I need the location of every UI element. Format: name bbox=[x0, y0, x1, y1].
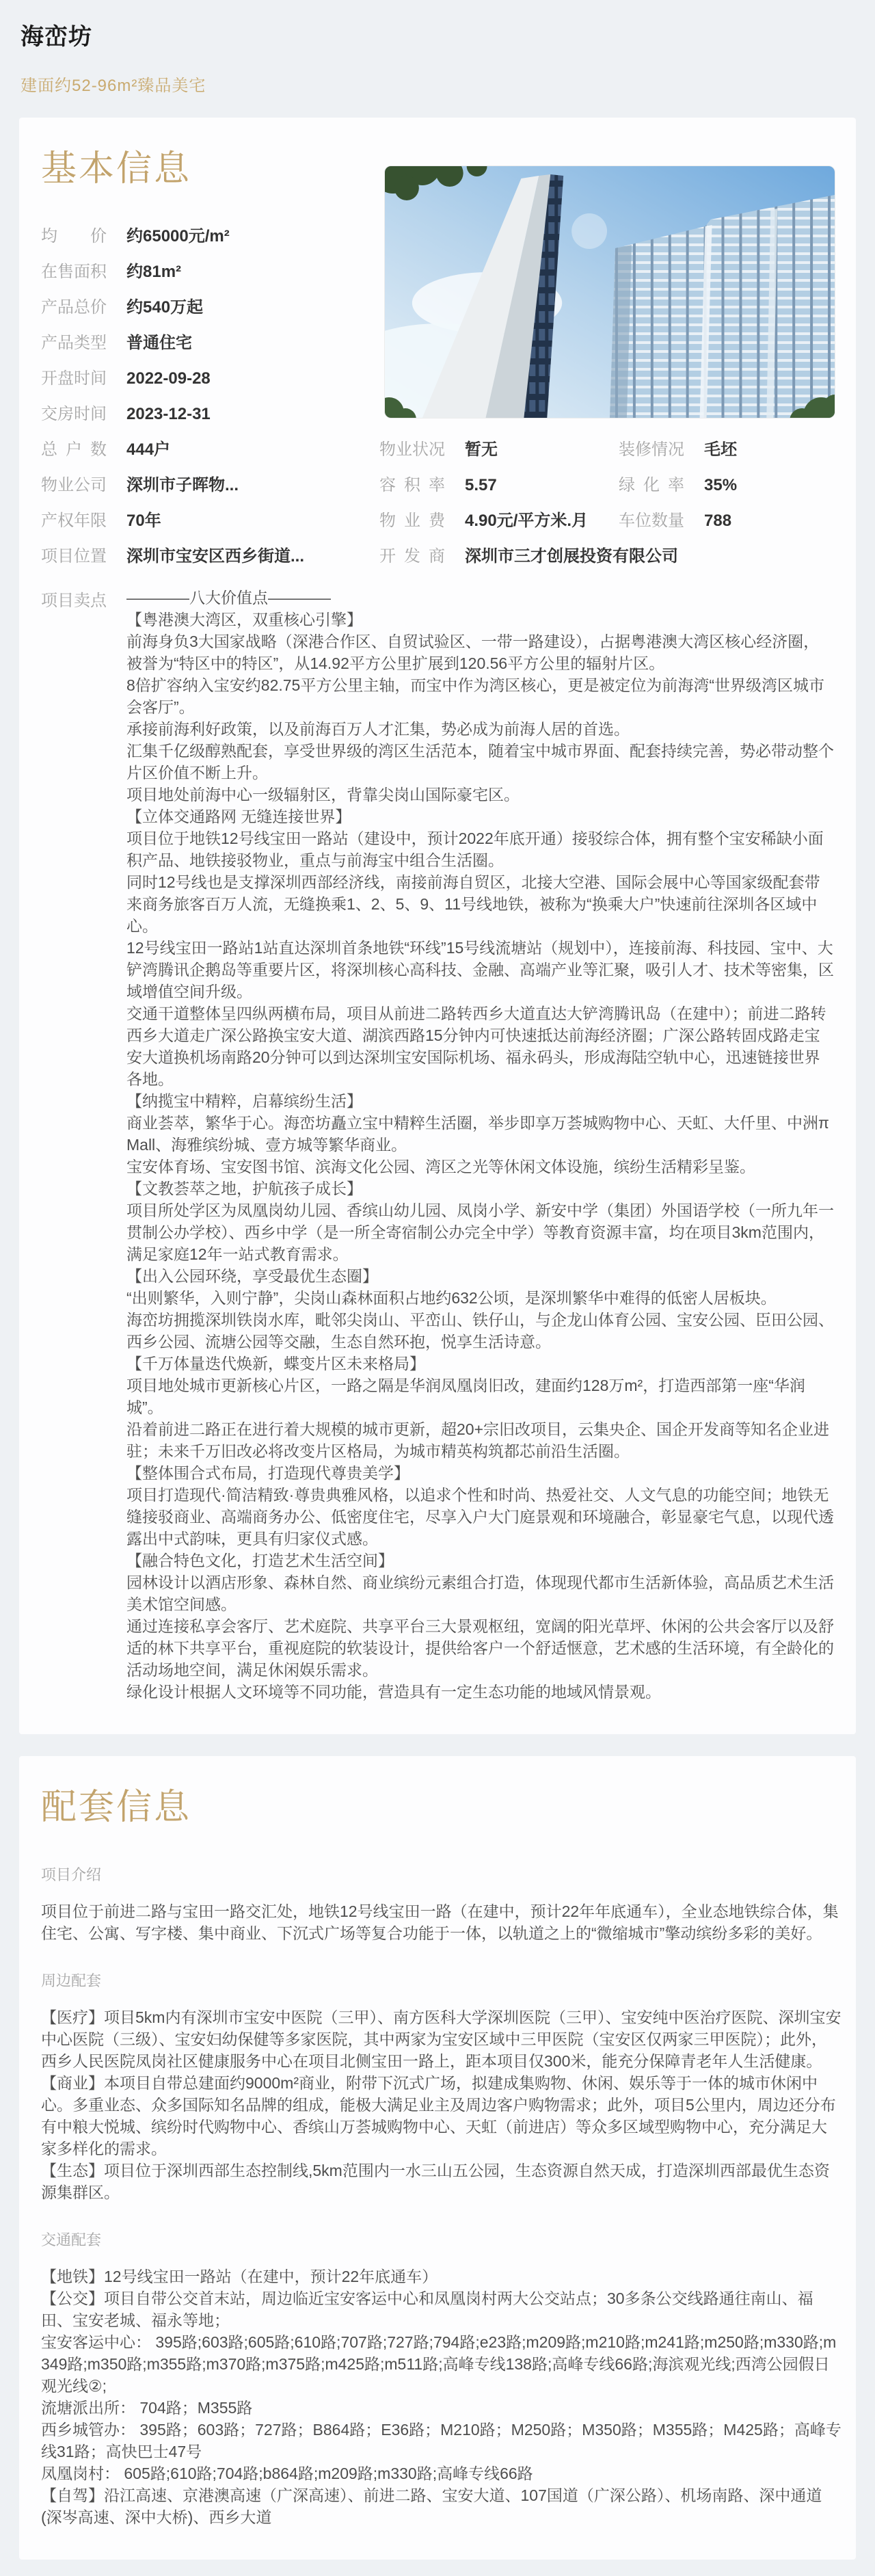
around-facilities bbox=[41, 2006, 842, 2203]
field-value: 约540万起 bbox=[126, 298, 204, 317]
page-header bbox=[0, 0, 875, 96]
paragraph: 【医疗】项目5km内有深圳市宝安中医院（三甲）、南方医科大学深圳医院（三甲）、宝安纯中医治疗医院、深圳宝安中心医院（三级）、宝安妇幼保健等多家医院，其中两家为宝安区域中三甲医院（宝安区仅两家三甲医院）；此外，西乡人民医院凤岗社区健康服务中心在项目北侧宝田一路上，距本项目仅300米，能充分保障青老年人生活健康。 bbox=[41, 2008, 842, 2070]
selling-point: 项目所处学区为凤凰岗幼儿园、香缤山幼儿园、凤岗小学、新安中学（集团）外国语学校（一所九年一贯制公办学校）、西乡中学（是一所全寄宿制公办完全中学）等教育资源丰富，均在项目3km范围内，满足家庭12年一站式教育需求。 bbox=[126, 1201, 834, 1263]
field-label: 绿化率 bbox=[619, 476, 684, 494]
field-label: 容积率 bbox=[379, 476, 445, 494]
field-label: 项目位置 bbox=[41, 547, 107, 566]
field-label: 产品类型 bbox=[41, 334, 107, 352]
field-value: 深圳市宝安区西乡街道... bbox=[126, 547, 305, 566]
field-label: 物业费 bbox=[379, 512, 445, 530]
selling-points-row bbox=[41, 587, 834, 1703]
selling-point: 【出入公园环绕，享受最优生态圈】 bbox=[126, 1267, 378, 1285]
field-value: 约81m² bbox=[126, 263, 182, 281]
selling-point: 项目地处城市更新核心片区，一路之隔是华润凤凰岗旧改，建面约128万m²，打造西部第一座“华润城”。 bbox=[126, 1377, 805, 1416]
field-label: 开盘时间 bbox=[41, 369, 107, 388]
selling-point: 商业荟萃，繁华于心。海峦坊矗立宝中精粹生活圈，举步即享万荟城购物中心、天虹、大仟里、中洲πMall、海雅缤纷城、壹方城等繁华商业。 bbox=[126, 1114, 829, 1154]
selling-point: 同时12号线也是支撑深圳西部经济线，南接前海自贸区，北接大空港、国际会展中心等国家级配套带来商务旅客百万人流，无缝换乘1、2、5、9、11号线地铁，被称为“换乘大户”快速前往深圳各区域中心。 bbox=[126, 873, 820, 935]
selling-point: 8倍扩容纳入宝安约82.75平方公里主轴，而宝中作为湾区核心，更是被定位为前海湾“世界级湾区城市会客厅”。 bbox=[126, 676, 825, 716]
paragraph: 【自驾】沿江高速、京港澳高速（广深高速）、前进二路、宝安大道、107国道（广深公路）、机场南路、深中通道(深岑高速、深中大桥)、西乡大道 bbox=[41, 2486, 822, 2526]
selling-point: 承接前海利好政策，以及前海百万人才汇集，势必成为前海人居的首选。 bbox=[126, 720, 630, 738]
info-row bbox=[41, 297, 834, 332]
info-row bbox=[41, 510, 834, 546]
selling-point: “出则繁华，入则宁静”，尖岗山森林面积占地约632公顷，是深圳繁华中难得的低密人居板块。 bbox=[126, 1289, 777, 1307]
info-row bbox=[41, 475, 834, 510]
selling-point: 【纳揽宝中精粹，启幕缤纷生活】 bbox=[126, 1092, 362, 1110]
around-facilities-label: 周边配套 bbox=[41, 1972, 102, 1989]
selling-point: ————八大价值点———— bbox=[126, 589, 331, 607]
field-value: 444户 bbox=[126, 440, 171, 459]
selling-point: 项目地处前海中心一级辐射区，背靠尖岗山国际豪宅区。 bbox=[126, 786, 520, 804]
paragraph: 凤凰岗村： 605路;610路;704路;b864路;m209路;m330路;高峰专线66路 bbox=[41, 2465, 533, 2482]
info-row bbox=[41, 332, 834, 368]
basic-info-card bbox=[19, 118, 856, 1734]
field-value: 788 bbox=[704, 512, 732, 530]
basic-info-rows bbox=[41, 226, 834, 1703]
project-intro-label: 项目介绍 bbox=[41, 1866, 102, 1883]
field-value: 5.57 bbox=[465, 476, 497, 494]
field-value: 深圳市三才创展投资有限公司 bbox=[465, 547, 678, 566]
selling-point: 海峦坊拥揽深圳铁岗水库，毗邻尖岗山、平峦山、铁仔山，与企龙山体育公园、宝安公园、臣田公园、西乡公园、流塘公园等交融，生态自然环抱，悦享生活诗意。 bbox=[126, 1311, 834, 1351]
traffic-facilities-label: 交通配套 bbox=[41, 2231, 102, 2248]
selling-point: 12号线宝田一路站1站直达深圳首条地铁“环线”15号线流塘站（规划中），连接前海、科技园、宝中、大铲湾腾讯企鹅岛等重要片区，将深圳核心高科技、金融、高端产业等汇聚，吸引人才、技术等密集，区域增值空间升级。 bbox=[126, 939, 834, 1000]
field-label: 总户数 bbox=[41, 440, 107, 459]
supporting-info-title: 配套信息 bbox=[41, 1788, 192, 1827]
paragraph: 【地铁】12号线宝田一路站（在建中，预计22年底通车） bbox=[41, 2268, 438, 2285]
info-row bbox=[41, 403, 834, 439]
selling-point: 汇集千亿级醇熟配套，享受世界级的湾区生活范本，随着宝中城市界面、配套持续完善，势必带动整个片区价值不断上升。 bbox=[126, 742, 834, 782]
info-row bbox=[41, 546, 834, 581]
traffic-facilities bbox=[41, 2266, 842, 2528]
selling-point: 【融合特色文化，打造艺术生活空间】 bbox=[126, 1552, 394, 1569]
field-value: 约65000元/m² bbox=[126, 227, 230, 245]
project-intro bbox=[41, 1900, 842, 1944]
selling-points bbox=[126, 587, 834, 1703]
page-subtitle: 建面约52-96m²臻品美宅 bbox=[21, 77, 206, 95]
field-label: 均价 bbox=[41, 227, 107, 245]
field-value: 2022-09-28 bbox=[126, 369, 211, 388]
field-label: 项目卖点 bbox=[41, 592, 107, 610]
field-value: 毛坯 bbox=[704, 440, 737, 459]
selling-point: 【千万体量迭代焕新，蝶变片区未来格局】 bbox=[126, 1355, 425, 1372]
field-value: 4.90元/平方米.月 bbox=[465, 512, 589, 530]
supporting-info-card bbox=[19, 1756, 856, 2560]
selling-point: 沿着前进二路正在进行着大规模的城市更新，超20+宗旧改项目，云集央企、国企开发商等知名企业进驻；未来千万旧改必将改变片区格局，为城市精英构筑都芯前沿生活圈。 bbox=[126, 1420, 830, 1460]
selling-point: 宝安体育场、宝安图书馆、滨海文化公园、湾区之光等休闲文体设施，缤纷生活精彩呈鉴。 bbox=[126, 1158, 755, 1176]
info-row bbox=[41, 261, 834, 297]
paragraph: 【公交】项目自带公交首末站，周边临近宝安客运中心和凤凰岗村两大公交站点；30多条公交线路通往南山、福田、宝安老城、福永等地； bbox=[41, 2289, 813, 2329]
selling-point: 项目位于地铁12号线宝田一路站（建设中，预计2022年底开通）接驳综合体，拥有整个宝安稀缺小面积产品、地铁接驳物业，重点与前海宝中组合生活圈。 bbox=[126, 829, 824, 869]
selling-point: 绿化设计根据人文环境等不同功能，营造具有一定生态功能的地域风情景观。 bbox=[126, 1683, 661, 1701]
selling-point: 通过连接私享会客厅、艺术庭院、共享平台三大景观枢纽，宽阔的阳光草坪、休闲的公共会客厅以及舒适的林下共享平台，重视庭院的软装设计，提供给客户一个舒适惬意，艺术感的生活环境，有全龄化的活动场地空间，满足休闲娱乐需求。 bbox=[126, 1617, 834, 1679]
field-label: 物业公司 bbox=[41, 476, 107, 494]
paragraph: 【生态】项目位于深圳西部生态控制线,5km范围内一水三山五公园，生态资源自然天成，打造深圳西部最优生态资源集群区。 bbox=[41, 2162, 830, 2201]
field-value: 70年 bbox=[126, 512, 161, 530]
field-label: 开发商 bbox=[379, 547, 445, 566]
info-row bbox=[41, 439, 834, 475]
paragraph: 流塘派出所： 704路；M355路 bbox=[41, 2399, 253, 2417]
field-label: 装修情况 bbox=[619, 440, 684, 459]
field-label: 交房时间 bbox=[41, 405, 107, 423]
field-value: 暂无 bbox=[465, 440, 498, 459]
page-title: 海峦坊 bbox=[21, 24, 92, 50]
selling-point: 前海身负3大国家战略（深港合作区、自贸试验区、一带一路建设），占据粤港澳大湾区核心经济圈，被誉为“特区中的特区”，从14.92平方公里扩展到120.56平方公里的辐射片区。 bbox=[126, 633, 820, 672]
selling-point: 项目打造现代·简洁精致·尊贵典雅风格，以追求个性和时尚、热爱社交、人文气息的功能空间；地铁无缝接驳商业、高端商务办公、低密度住宅，尽享入户大门庭景观和环境融合，彰显豪宅气息，以现代透露出中式韵味，更具有归家仪式感。 bbox=[126, 1486, 834, 1548]
selling-point: 【整体围合式布局，打造现代尊贵美学】 bbox=[126, 1464, 409, 1482]
field-value: 2023-12-31 bbox=[126, 405, 211, 423]
field-label: 产权年限 bbox=[41, 512, 107, 530]
paragraph: 项目位于前进二路与宝田一路交汇处，地铁12号线宝田一路（在建中，预计22年年底通车），全业态地铁综合体，集住宅、公寓、写字楼、集中商业、下沉式广场等复合功能于一体，以轨道之上的“微缩城市”擎动缤纷多彩的美好。 bbox=[41, 1902, 839, 1942]
selling-point: 园林设计以酒店形象、森林自然、商业缤纷元素组合打造，体现现代都市生活新体验，高品质艺术生活美术馆空间感。 bbox=[126, 1574, 834, 1613]
paragraph: 【商业】本项目自带总建面约9000m²商业，附带下沉式广场，拟建成集购物、休闲、娱乐等于一体的城市休闲中心。多重业态、众多国际知名品牌的组成，能极大满足业主及周边客户购物需求；此外，项目5公里内，周边还分布有中粮大悦城、缤纷时代购物中心、香缤山万荟城购物中心、天虹（前进店）等众多区域型购物中心，充分满足大家多样化的需求。 bbox=[41, 2074, 836, 2157]
selling-point: 交通干道整体呈四纵两横布局，项目从前进二路转西乡大道直达大铲湾腾讯岛（在建中）；前进二路转西乡大道走广深公路换宝安大道、湖滨西路15分钟内可快速抵达前海经济圈；广深公路转固戍路走宝安大道换机场南路20分钟可以到达深圳宝安国际机场、福永码头，形成海陆空轨中心，迅速链接世界各地。 bbox=[126, 1005, 826, 1088]
field-label: 在售面积 bbox=[41, 263, 107, 281]
field-value: 35% bbox=[704, 476, 738, 494]
selling-point: 【立体交通路网 无缝连接世界】 bbox=[126, 808, 351, 825]
field-label: 产品总价 bbox=[41, 298, 107, 317]
selling-point: 【粤港澳大湾区，双重核心引擎】 bbox=[126, 611, 362, 628]
info-row bbox=[41, 368, 834, 403]
field-label: 车位数量 bbox=[619, 512, 684, 530]
paragraph: 宝安客运中心： 395路;603路;605路;610路;707路;727路;794路;e23路;m209路;m210路;m241路;m250路;m330路;m349路;m350路;m355路;m370路;m375路;m425路;m511路;高峰专线138路;高峰专线66路;海滨观光线;西湾公园假日观光线②; bbox=[41, 2333, 837, 2395]
info-row bbox=[41, 226, 834, 261]
selling-point: 【文教荟萃之地，护航孩子成长】 bbox=[126, 1180, 362, 1197]
field-value: 普通住宅 bbox=[126, 334, 192, 352]
paragraph: 西乡城管办： 395路；603路；727路；B864路；E36路；M210路；M250路；M350路；M355路；M425路；高峰专线31路；高快巴士47号 bbox=[41, 2421, 842, 2460]
field-label: 物业状况 bbox=[379, 440, 445, 459]
field-value: 深圳市子晖物... bbox=[126, 476, 239, 494]
basic-info-title: 基本信息 bbox=[41, 149, 192, 189]
